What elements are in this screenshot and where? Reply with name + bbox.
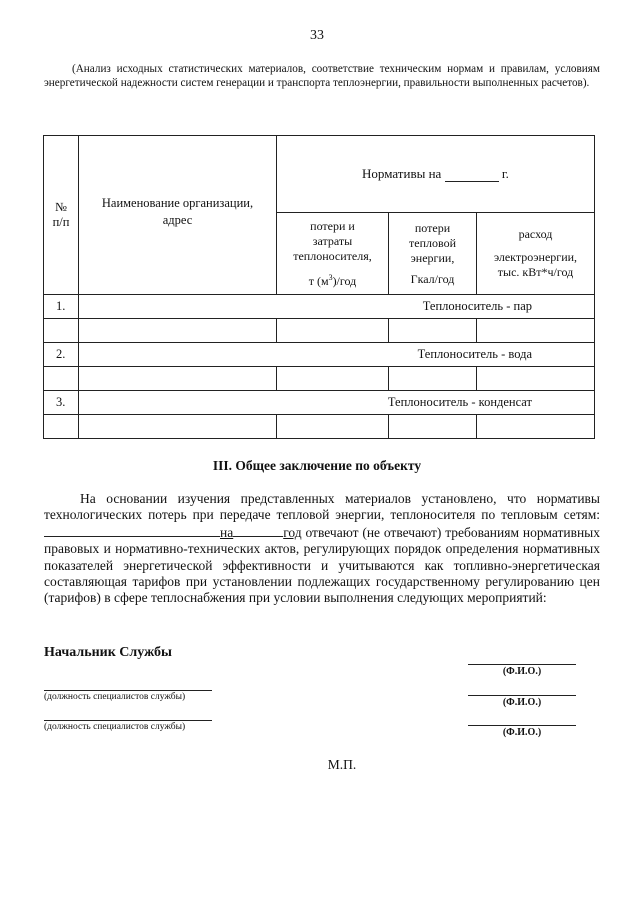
- table-row: [44, 415, 595, 439]
- table-row: [44, 295, 595, 319]
- table-cell: [44, 415, 79, 439]
- table-cell: [389, 415, 477, 439]
- table-row: [44, 319, 595, 343]
- sub1-line: теплоносителя,: [293, 248, 372, 263]
- row-number: 2.: [44, 343, 79, 367]
- table-cell: [44, 319, 79, 343]
- table-cell: [79, 415, 277, 439]
- col-name-line1: Наименование организации,: [101, 196, 254, 210]
- head-of-service-title: Начальник Службы: [44, 645, 172, 660]
- row-number: 1.: [44, 295, 79, 319]
- year-blank: [445, 169, 499, 182]
- row-carrier: Теплоноситель - вода: [79, 343, 595, 367]
- norms-header: [277, 136, 595, 213]
- fio-label: (Ф.И.О.): [502, 697, 542, 708]
- sub3-line: тыс. кВт*ч/год: [497, 265, 574, 280]
- page-number: 33: [310, 28, 324, 43]
- row-carrier: Теплоноситель - пар: [79, 295, 595, 319]
- norms-suffix: г.: [501, 166, 509, 182]
- signature-line: [468, 664, 576, 665]
- table-cell: [277, 367, 389, 391]
- sub3-line: электроэнергии,: [493, 250, 578, 265]
- row-number: 3.: [44, 391, 79, 415]
- table-cell: [44, 367, 79, 391]
- table-row: [44, 391, 595, 415]
- fill-blank-organization: [44, 524, 220, 537]
- conclusion-part2: отвечают (не отвечают) требованиям нормативных правовых и нормативно-технических актов, регулирующих порядок определения нормативных показателей энергетической эффективности и учитываются как топливно-энергетическая составляющая тарифов при установлении подлежащих государственному регулированию цен (тарифов) в сфере теплоснабжения при условии выполнения следующих мероприятий:: [44, 524, 600, 606]
- conclusion-paragraph: [44, 491, 600, 607]
- position-label: (должность специалистов службы): [44, 692, 186, 702]
- sub1-line: затраты: [312, 233, 353, 248]
- intro-text: (Анализ исходных статистических материалов, соответствие техническим нормам и правилам, условиям энергетической надежности систем генерации и транспорта теплоэнергии, правильности выполненных расчетов).: [44, 63, 600, 89]
- sub1-line: т $(м^3)$/год: [308, 272, 357, 288]
- sub-header-coolant: [277, 213, 389, 295]
- superscript: 3: [328, 272, 333, 282]
- conclusion-part1: На основании изучения представленных материалов установлено, что нормативы технологических потерь при передаче тепловой энергии, теплоносителя по тепловым сетям:: [44, 491, 600, 523]
- position-label: (должность специалистов службы): [44, 722, 186, 732]
- col-name-line2: адрес: [162, 213, 193, 227]
- table-cell: [477, 319, 595, 343]
- position-line: [44, 720, 212, 721]
- signature-line: [468, 695, 576, 696]
- table-cell: [389, 367, 477, 391]
- fill-blank-year: [233, 524, 283, 537]
- norms-table: [43, 135, 595, 439]
- col-name-header: [79, 136, 277, 295]
- table-row: [44, 367, 595, 391]
- sub1-line: потери и: [310, 218, 355, 233]
- col-num-line2: п/п: [52, 215, 70, 229]
- sub2-line: потери: [414, 220, 451, 235]
- norms-prefix: Нормативы на: [362, 166, 442, 182]
- table-cell: [277, 319, 389, 343]
- sub3-line: расход: [518, 227, 553, 242]
- table-cell: [277, 415, 389, 439]
- table-row: [44, 343, 595, 367]
- table-cell: [79, 367, 277, 391]
- sub-header-heat: [389, 213, 477, 295]
- col-num-header: [44, 136, 79, 295]
- row-carrier: Теплоноситель - конденсат: [79, 391, 595, 415]
- sub2-line: тепловой: [409, 235, 456, 250]
- stamp-place: [0, 757, 634, 773]
- sub2-line: Гкал/год: [410, 271, 455, 286]
- stamp-label: М.П.: [327, 757, 357, 772]
- fio-label: (Ф.И.О.): [502, 727, 542, 738]
- table-cell: [477, 415, 595, 439]
- conclusion-god: год: [283, 524, 302, 540]
- fio-label: (Ф.И.О.): [502, 666, 542, 677]
- table-cell: [477, 367, 595, 391]
- conclusion-na: на: [220, 524, 234, 540]
- col-num-line1: №: [55, 200, 67, 214]
- sub-header-electricity: [477, 213, 595, 295]
- position-line: [44, 690, 212, 691]
- table-cell: [389, 319, 477, 343]
- sub2-line: энергии,: [410, 250, 455, 265]
- table-cell: [79, 319, 277, 343]
- section-title: III. Общее заключение по объекту: [212, 458, 422, 473]
- signature-line: [468, 725, 576, 726]
